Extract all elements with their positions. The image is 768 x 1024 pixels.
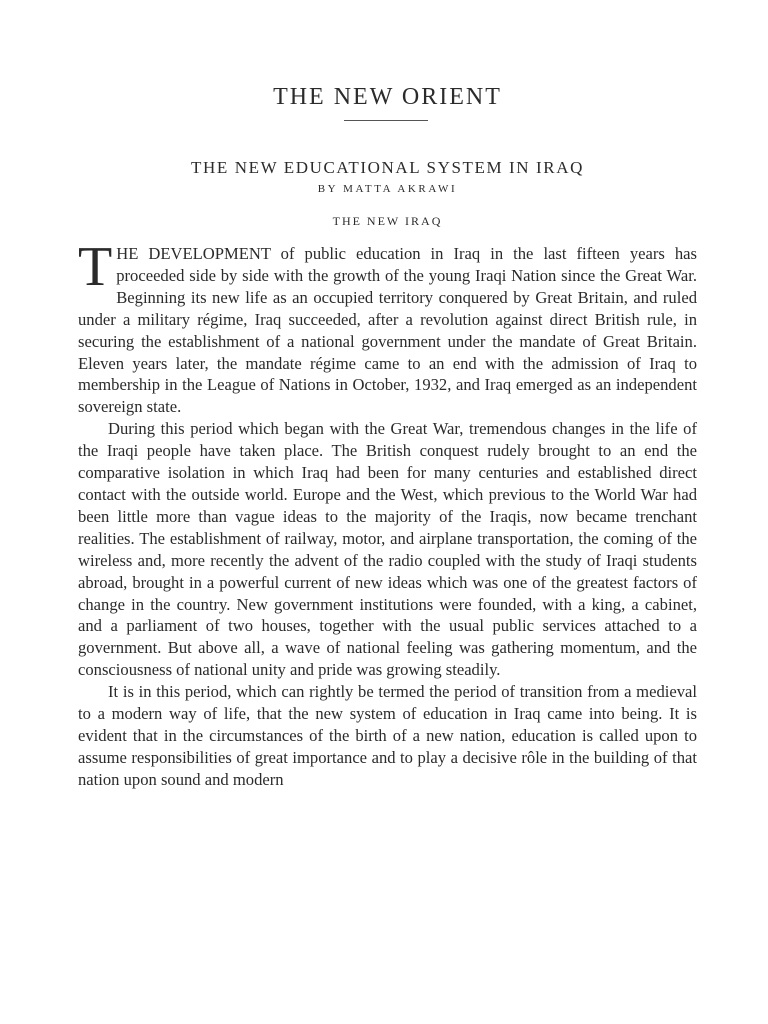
paragraph-3: It is in this period, which can rightly be termed the period of transition from a medieval to a modern way of life, that the new system of education in Iraq came into being. It is evident that in the circumstances of the birth of a new nation, education is called upon to assume responsibilities of great importance and to play a decisive rôle in the building of that nation upon sound and modern bbox=[78, 682, 697, 789]
paragraph-1-text: HE DEVELOPMENT of public education in Iraq in the last fifteen years has proceeded side by side with the growth of the young Iraqi Nation since the Great War. Beginning its new life as an occupied territory conquered by Great Britain, and ruled under a military régime, Iraq succeeded, after a revolution against direct British rule, in securing the establishment of a national government under the mandate of Great Britain. Eleven years later, the mandate régime came to an end with the admission of Iraq to membership in the League of Nations in October, 1932, and Iraq emerged as an independent sovereign state. bbox=[78, 244, 697, 417]
drop-cap: T bbox=[78, 236, 113, 298]
title-rule bbox=[344, 120, 428, 121]
article-title: THE NEW EDUCATIONAL SYSTEM IN IRAQ bbox=[191, 158, 584, 177]
paragraph-2: During this period which began with the Great War, tremendous changes in the life of the Iraqi people have taken place. The British conquest rudely brought to an end the comparative isolation in which Iraq had been for many centuries and established direct contact with the outside world. Europe and the West, which previous to the World War had been little more than vague ideas to the majority of the Iraqis, now became trenchant realities. The establishment of railway, motor, and airplane transportation, the coming of the wireless and, more recently the advent of the radio coupled with the study of Iraqi students abroad, brought in a powerful current of new ideas which was one of the greatest factors of change in the country. New government institutions were founded, with a king, a cabinet, and a parliament of two houses, together with the usual public services attached to a government. But above all, a wave of national feeling was gathering momentum, and the consciousness of national unity and pride was growing steadily. bbox=[78, 419, 697, 680]
body-text bbox=[78, 236, 697, 791]
section-heading: THE NEW IRAQ bbox=[332, 214, 443, 228]
byline: BY MATTA AKRAWI bbox=[317, 183, 458, 195]
paragraph-1 bbox=[78, 236, 697, 418]
running-head: THE NEW ORIENT bbox=[273, 84, 502, 110]
document-page bbox=[78, 0, 697, 1024]
